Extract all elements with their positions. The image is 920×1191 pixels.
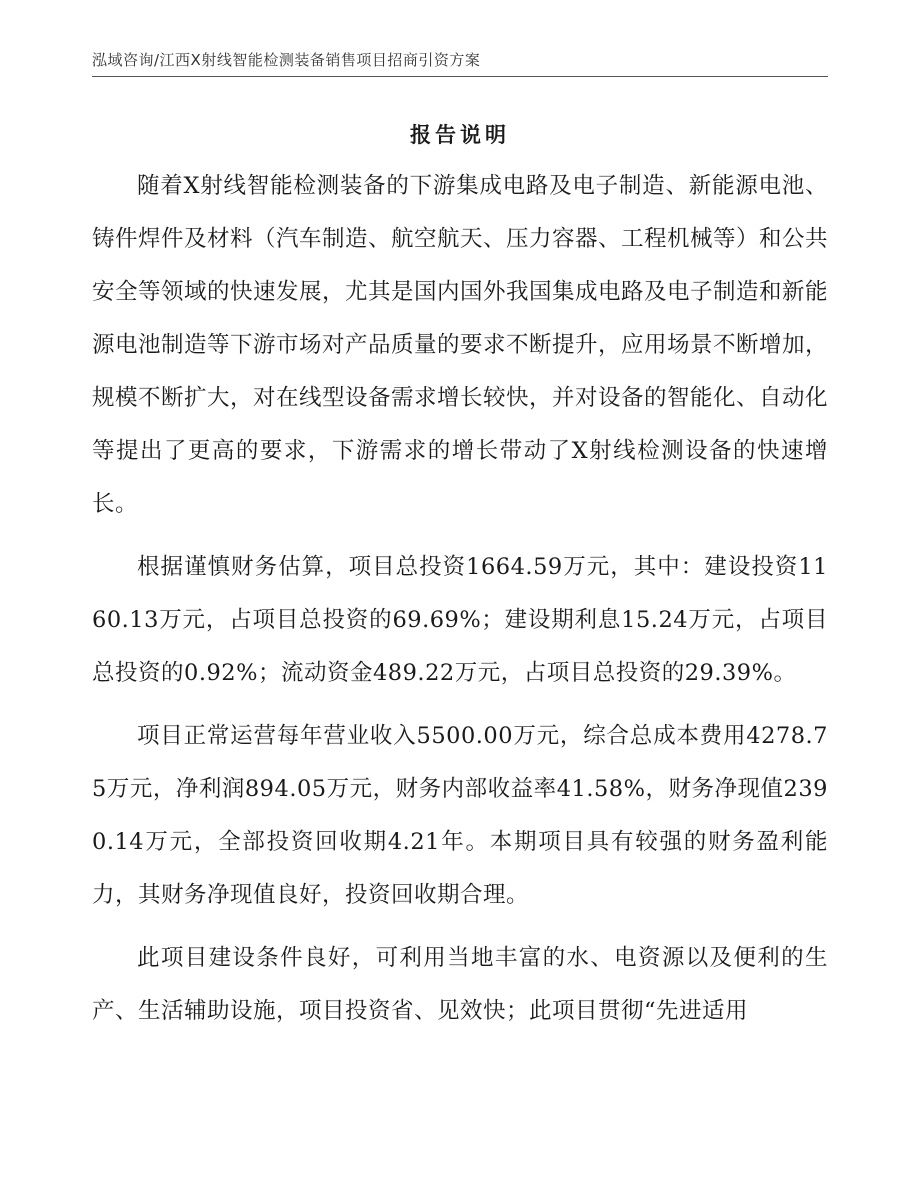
page-title: 报告说明 <box>410 123 510 147</box>
header-divider <box>92 76 828 77</box>
paragraph-background: 随着X射线智能检测装备的下游集成电路及电子制造、新能源电池、铸件焊件及材料（汽车制造、航空航天、压力容器、工程机械等）和公共安全等领域的快速发展，尤其是国内国外我国集成电路及电子制造和新能源电池制造等下游市场对产品质量的要求不断提升，应用场景不断增加，规模不断扩大，对在线型设备需求增长较快，并对设备的智能化、自动化等提出了更高的要求，下游需求的增长带动了X射线检测设备的快速增长。 <box>92 173 829 517</box>
paragraph-revenue: 项目正常运营每年营业收入5500.00万元，综合总成本费用4278.75万元，净利润894.05万元，财务内部收益率41.58%，财务净现值2390.14万元，全部投资回收期4.21年。本期项目具有较强的财务盈利能力，其财务净现值良好，投资回收期合理。 <box>92 723 828 908</box>
running-header: 泓域咨询/江西X射线智能检测装备销售项目招商引资方案 <box>92 51 481 69</box>
paragraph-investment: 根据谨慎财务估算，项目总投资1664.59万元，其中：建设投资1160.13万元，占项目总投资的69.69%；建设期利息15.24万元，占项目总投资的0.92%；流动资金489.22万元，占项目总投资的29.39%。 <box>92 554 828 686</box>
paragraph-conditions: 此项目建设条件良好，可利用当地丰富的水、电资源以及便利的生产、生活辅助设施，项目投资省、见效快；此项目贯彻“先进适用 <box>92 945 828 1024</box>
document-body <box>92 160 828 1048</box>
